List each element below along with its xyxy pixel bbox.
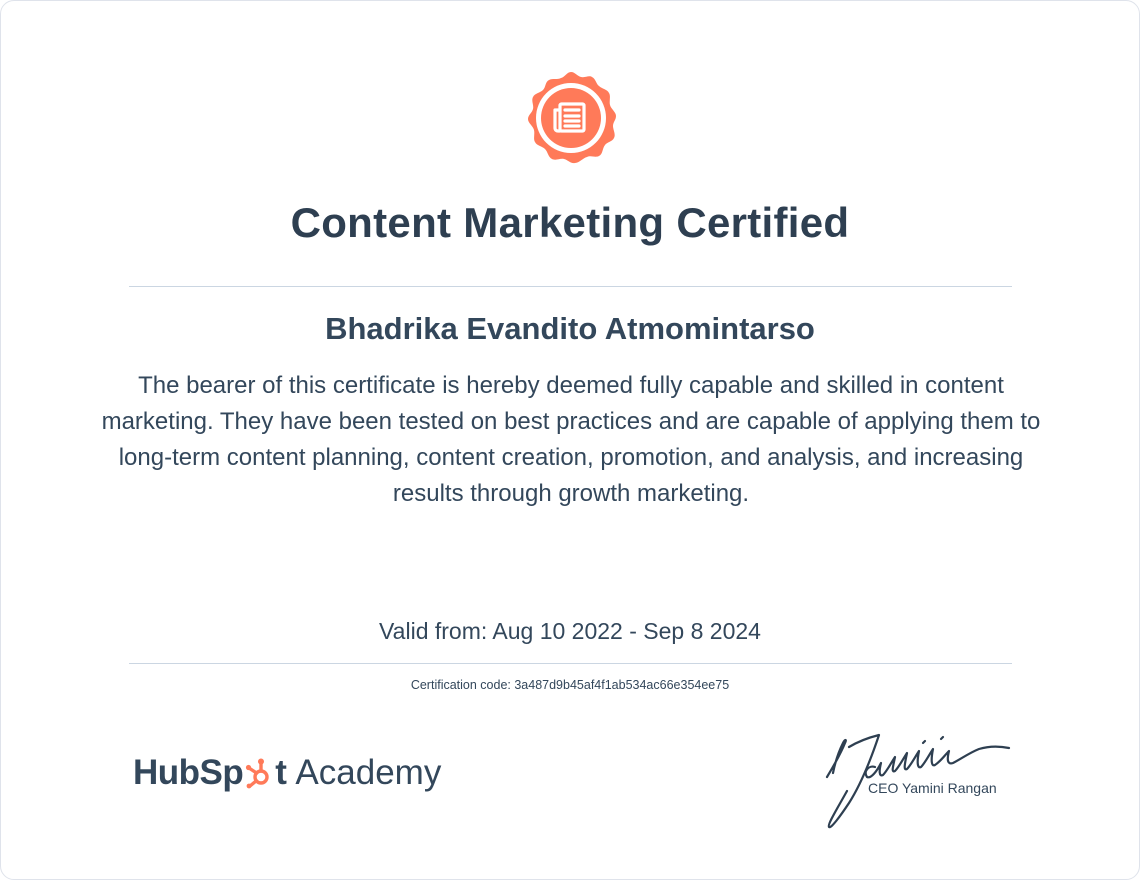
sprocket-icon <box>244 757 274 789</box>
bottom-divider <box>129 663 1012 664</box>
hubspot-academy-logo <box>133 749 441 797</box>
logo-hub-text: HubSp <box>133 753 244 792</box>
logo-academy-text: Academy <box>295 753 442 792</box>
certificate-title: Content Marketing Certified <box>290 199 850 246</box>
logo-t-text: t <box>275 753 287 792</box>
hubspot-wordmark <box>133 753 286 793</box>
signer-caption: CEO Yamini Rangan <box>868 780 997 796</box>
top-divider <box>129 286 1012 287</box>
certification-code: Certification code: 3a487d9b45af4f1ab534ac66e354ee75 <box>410 678 730 692</box>
certification-badge <box>521 70 621 170</box>
validity-period: Valid from: Aug 10 2022 - Sep 8 2024 <box>379 618 761 644</box>
recipient-name: Bhadrika Evandito Atmomintarso <box>325 311 815 346</box>
certificate-description: The bearer of this certificate is hereby deemed fully capable and skilled in content marketing. They have been tested on best practices and are capable of applying them to long-term content planning, content creation, promotion, and analysis, and increasing results through growth marketing. <box>101 372 1041 507</box>
